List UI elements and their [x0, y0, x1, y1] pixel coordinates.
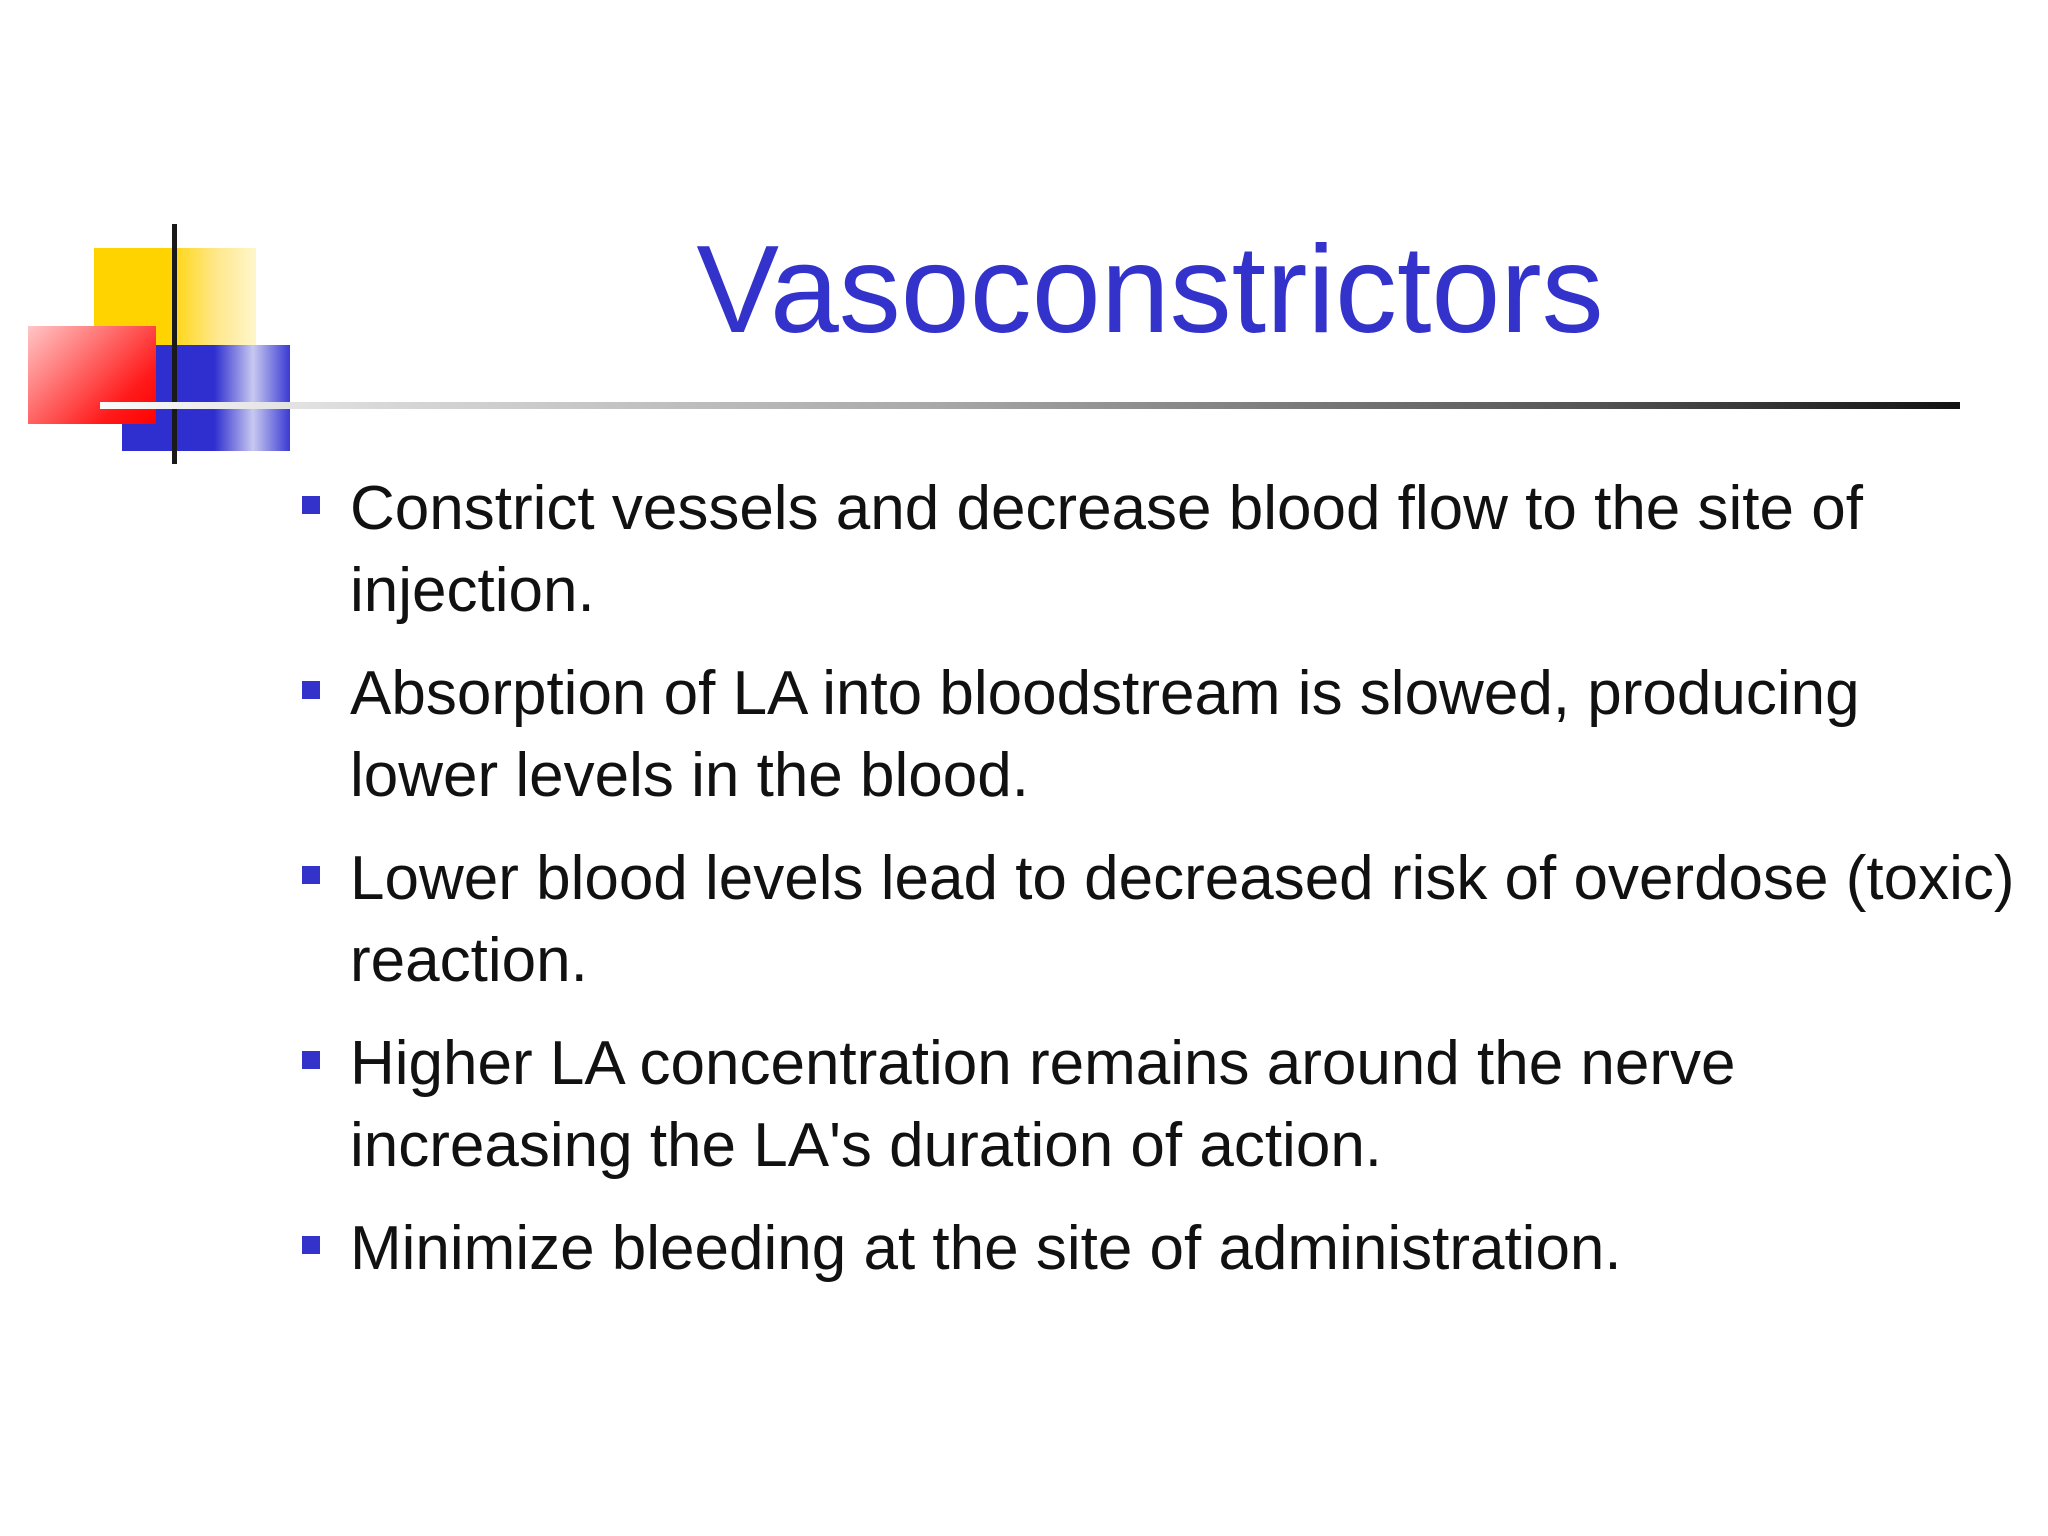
bullet-item	[300, 1023, 2020, 1187]
vertical-line-decoration	[172, 224, 177, 464]
title-underline	[100, 402, 1960, 409]
bullet-list	[300, 468, 2020, 1311]
bullet-text: Constrict vessels and decrease blood flow to the site of injection.	[350, 474, 1863, 625]
square-bullet-icon	[302, 681, 320, 699]
square-bullet-icon	[302, 1051, 320, 1069]
bullet-item	[300, 1208, 2020, 1290]
square-bullet-icon	[302, 1236, 320, 1254]
bullet-item	[300, 468, 2020, 632]
bullet-text: Absorption of LA into bloodstream is slowed, producing lower levels in the blood.	[350, 659, 1860, 810]
square-bullet-icon	[302, 496, 320, 514]
bullet-text: Lower blood levels lead to decreased risk of overdose (toxic) reaction.	[350, 844, 2015, 995]
red-square-decoration	[28, 326, 156, 424]
slide-title: Vasoconstrictors	[696, 221, 1604, 359]
square-bullet-icon	[302, 866, 320, 884]
bullet-text: Minimize bleeding at the site of administration.	[350, 1214, 1622, 1283]
bullet-item	[300, 653, 2020, 817]
bullet-item	[300, 838, 2020, 1002]
bullet-text: Higher LA concentration remains around the nerve increasing the LA's duration of action.	[350, 1029, 1736, 1180]
